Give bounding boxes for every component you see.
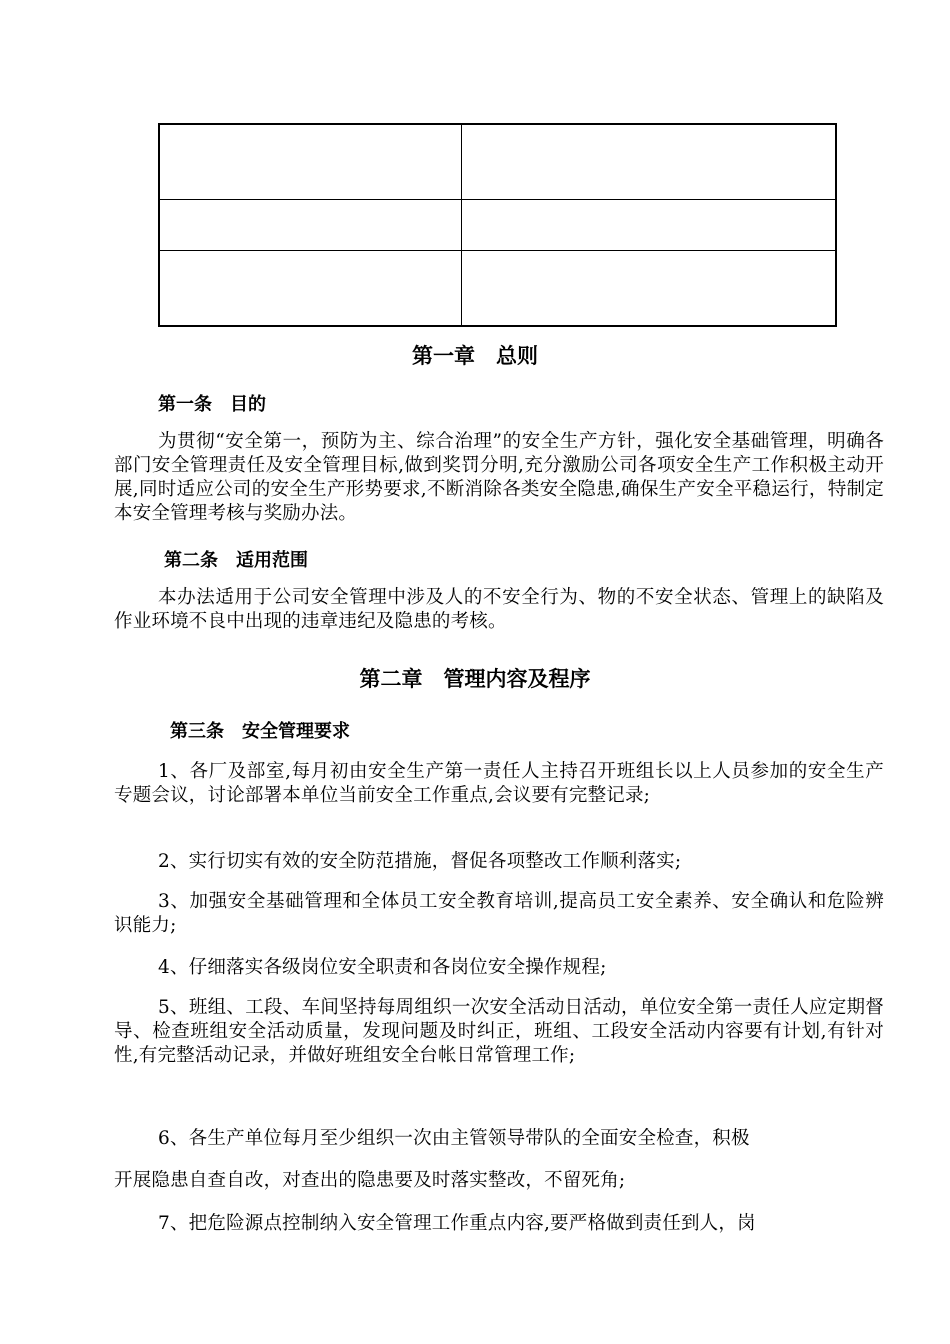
list-item: 4、仔细落实各级岗位安全职责和各岗位安全操作规程;: [158, 957, 607, 978]
list-item: 6、各生产单位每月至少组织一次由主管领导带队的全面安全检查，积极: [158, 1128, 750, 1149]
list-item: 5、班组、工段、车间坚持每周组织一次安全活动日活动，单位安全第一责任人应定期督导、检查班组安全活动质量，发现问题及时纠正，班组、工段安全活动内容要有计划,有针对性,有完整活动记录，并做好班组安全台帐日常管理工作;: [114, 997, 884, 1066]
chapter-2-title: 第二章 管理内容及程序: [359, 667, 591, 691]
list-item: 1、各厂及部室,每月初由安全生产第一责任人主持召开班组长以上人员参加的安全生产专题会议，讨论部署本单位当前安全工作重点,会议要有完整记录;: [114, 761, 884, 806]
list-item: 开展隐患自查自改，对查出的隐患要及时落实整改，不留死角;: [114, 1170, 626, 1191]
table-cell: [461, 124, 836, 200]
table-cell: [159, 200, 461, 251]
chapter-1-title: 第一章 总则: [412, 344, 538, 368]
article-1-text: 为贯彻“安全第一，预防为主、综合治理”的安全生产方针，强化安全基础管理，明确各部门安全管理责任及安全管理目标,做到奖罚分明,充分激励公司各项安全生产工作积极主动开展,同时适应公司的安全生产形势要求,不断消除各类安全隐患,确保生产安全平稳运行，特制定本安全管理考核与奖励办法。: [114, 431, 884, 524]
article-2-text: 本办法适用于公司安全管理中涉及人的不安全行为、物的不安全状态、管理上的缺陷及作业环境不良中出现的违章违纪及隐患的考核。: [114, 587, 884, 632]
table-cell: [159, 250, 461, 326]
table-row: [159, 124, 836, 200]
list-item: 7、把危险源点控制纳入安全管理工作重点内容,要严格做到责任到人，岗: [158, 1213, 756, 1234]
list-item: 2、实行切实有效的安全防范措施，督促各项整改工作顺利落实;: [158, 851, 682, 872]
table-cell: [159, 124, 461, 200]
article-1-heading: 第一条 目的: [158, 394, 266, 415]
list-item: 3、加强安全基础管理和全体员工安全教育培训,提高员工安全素养、安全确认和危险辨识能力;: [114, 891, 884, 936]
article-2-heading: 第二条 适用范围: [164, 550, 308, 571]
table-cell: [461, 250, 836, 326]
table-cell: [461, 200, 836, 251]
article-3-heading: 第三条 安全管理要求: [170, 721, 350, 742]
blank-table: [158, 123, 837, 327]
table-row: [159, 200, 836, 251]
table-row: [159, 250, 836, 326]
